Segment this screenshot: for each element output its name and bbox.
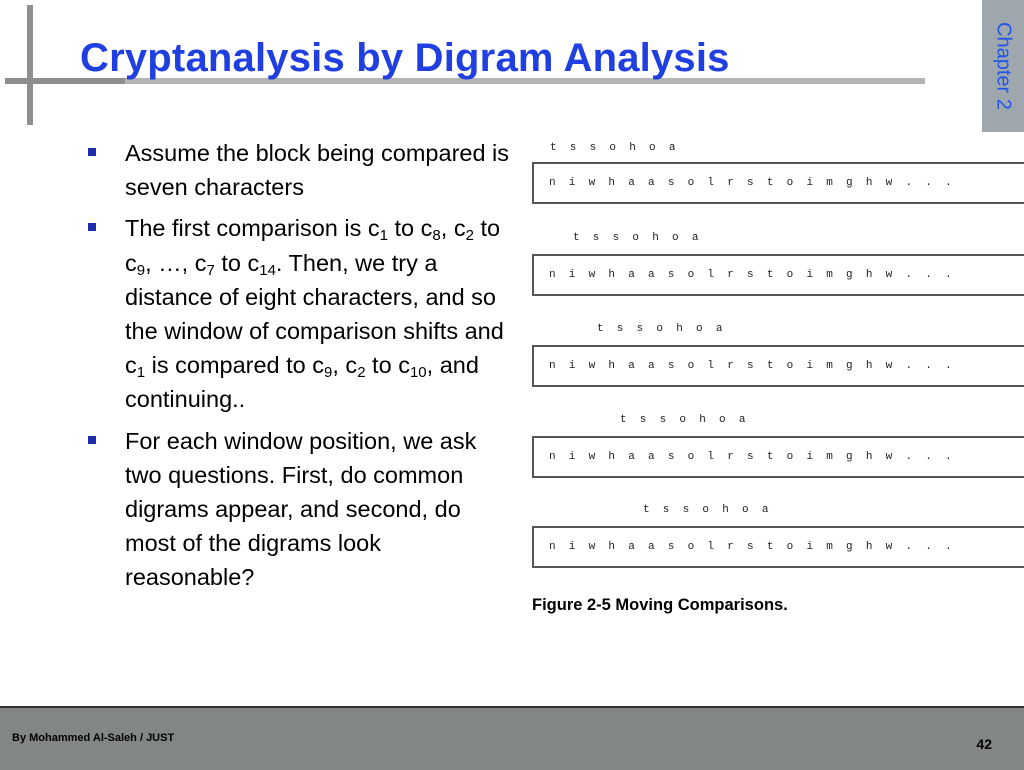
bullet-item xyxy=(86,136,516,204)
ciphertext-strip-2: n i w h a a s o l r s t o i m g h w . . . xyxy=(532,254,1024,296)
square-bullet-icon xyxy=(88,148,96,156)
comparison-window-1: t s s o h o a xyxy=(550,142,676,154)
bullet-item xyxy=(86,211,516,416)
ciphertext-strip-1: n i w h a a s o l r s t o i m g h w . . . xyxy=(532,162,1024,204)
square-bullet-icon xyxy=(88,436,96,444)
comparison-window-4: t s s o h o a xyxy=(620,414,746,426)
bullet-text: The first comparison is $c_1$ to $c_8$, $c_2$ to $c_9$, …, $c_7$ to $c_{14}$. Then, we try a distance of eight characters, and so the window of comparison shifts and $c_1$ is compared to $c_9$, $c_2$ to $c_{10}$, and continuing.. xyxy=(125,215,504,413)
moving-comparisons-figure xyxy=(532,138,1024,608)
figure-caption: Figure 2-5 Moving Comparisons. xyxy=(532,596,788,614)
comparison-window-2: t s s o h o a xyxy=(573,232,699,244)
vertical-accent-line xyxy=(27,5,33,125)
comparison-window-3: t s s o h o a xyxy=(597,323,723,335)
comparison-window-5: t s s o h o a xyxy=(643,504,769,516)
bullet-text: Assume the block being compared is seven characters xyxy=(125,140,510,201)
bullet-text: For each window position, we ask two questions. First, do common digrams appear, and second, do most of the digrams look reasonable? xyxy=(125,427,477,591)
ciphertext-strip-3: n i w h a a s o l r s t o i m g h w . . . xyxy=(532,345,1024,387)
footer-bar xyxy=(0,706,1024,770)
square-bullet-icon xyxy=(88,223,96,231)
ciphertext-strip-4: n i w h a a s o l r s t o i m g h w . . . xyxy=(532,436,1024,478)
chapter-label: Chapter 2 xyxy=(992,22,1015,110)
ciphertext-strip-5: n i w h a a s o l r s t o i m g h w . . . xyxy=(532,526,1024,568)
slide-title: Cryptanalysis by Digram Analysis xyxy=(80,36,730,80)
page-number: 42 xyxy=(976,736,992,752)
chapter-tab xyxy=(982,0,1024,132)
footer-author: By Mohammed Al-Saleh / JUST xyxy=(12,732,175,744)
bullet-item xyxy=(86,424,516,595)
bullet-list xyxy=(86,136,516,602)
